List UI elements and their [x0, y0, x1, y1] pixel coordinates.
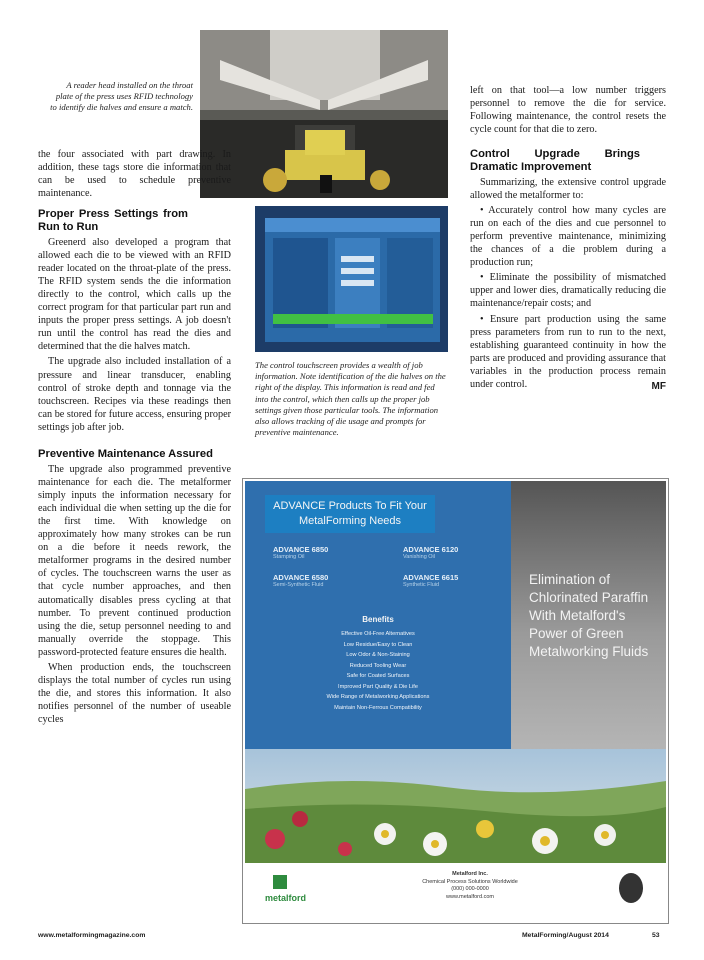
ad-title — [265, 495, 435, 533]
product-item — [403, 545, 458, 560]
product-item — [273, 545, 328, 560]
ad-landscape — [245, 749, 666, 863]
column-1 — [38, 148, 231, 728]
benefit-item: Effective Oil-Free Alternatives — [341, 631, 415, 637]
product-sub: Synthetic Fluid — [403, 582, 440, 588]
column-3 — [470, 84, 666, 393]
paragraph: The upgrade also programmed preventive maintenance for each die. The metalformer simply inputs the information necessary for each individual die when setting up the die for the first time. With knowledge on approximately how many strokes can be run on a die before it needs rework, the metalformer programs in the desired number of cycles. The touchscreen warns the user as that cycle number approaches, and then automatically disables press cycling at that number. To prevent continued production using the die, setup personnel needing to and manually override the stoppage. This password-protected feature ensures die health. — [38, 463, 231, 658]
contact-line: Metalford Inc. — [452, 871, 488, 877]
product-item — [273, 573, 328, 588]
contact-line: www.metalford.com — [446, 893, 494, 900]
benefit-item: Wide Range of Metalworking Applications — [326, 694, 430, 700]
contact-line: (000) 000-0000 — [451, 886, 489, 892]
paragraph: When production ends, the touchscreen displays the total number of cycles run using the die, and stores this information. It also notifies personnel of the number of useable cycles — [38, 661, 231, 726]
heading-control-upgrade: Control Upgrade Brings Dramatic Improvement — [470, 148, 640, 173]
page-number: 53 — [652, 932, 660, 939]
benefit-item: Maintain Non-Ferrous Compatibility — [334, 704, 422, 711]
footer-website: www.metalformingmagazine.com — [38, 932, 146, 939]
benefit-item: Safe for Coated Surfaces — [346, 673, 410, 679]
product-sub: Semi-Synthetic Fluid — [273, 582, 324, 588]
rfid-reader-illustration — [200, 30, 448, 198]
product-name: ADVANCE 6850 — [273, 545, 329, 554]
benefit-item: Reduced Tooling Wear — [349, 662, 407, 669]
product-item — [403, 573, 458, 588]
footer-issue: MetalForming/August 2014 — [522, 932, 609, 939]
benefit-item: Improved Part Quality & Die Life — [338, 683, 418, 690]
rfid-reader-photo — [200, 30, 448, 198]
paragraph: The upgrade also included installation of a pressure and linear transducer, enabling control of stroke depth and tonnage via the touchscreen. Recipes via these readings then can be stored for future access, ensuring proper settings job after job. — [38, 356, 231, 433]
heading-preventive-maintenance: Preventive Maintenance Assured — [38, 447, 213, 460]
bullet-item: • Eliminate the possibility of mismatched upper and lower dies, dramatically reducing die maintenance/repair costs; and — [470, 272, 666, 310]
product-name: ADVANCE 6580 — [273, 573, 329, 582]
col3-intro: left on that tool—a low number triggers personnel to remove the die for service. Following maintenance, the control resets the cycle count for that die to zero. — [470, 85, 666, 136]
ad-footer — [245, 865, 666, 921]
brand-name: metalford — [265, 893, 307, 903]
paragraph: Greenerd also developed a program that allowed each die to be viewed with an RFID reader located on the throat-plate of the press. The RFID system sends the die information directly to the control, which calls up the correct program for that particular part run and inputs the proper press settings. A job doesn't run until the control has read the dies and determined that the die halves match. — [38, 236, 231, 353]
touchscreen-photo — [255, 206, 448, 352]
product-sub: Stamping Oil — [273, 554, 305, 560]
seal-icon — [619, 873, 643, 903]
touchscreen-illustration — [255, 206, 448, 352]
bullet-item: • Accurately control how many cycles are run on each of the dies and cue personnel to perform preventive maintenance, minimizing the chances of a die problem during a production run; — [470, 204, 666, 269]
metalford-logo-icon — [273, 875, 287, 889]
ad-title-line2: MetalForming Needs — [298, 515, 402, 527]
touchscreen-caption: The control touchscreen provides a wealth of job information. Note identification of the die halves on the right of the display. This information is read and fed into the control, which then calls up the proper job settings given those particular tools. The information also allows tracking of die usage and prompts for preventive maintenance. — [255, 360, 446, 438]
end-mark: MF — [651, 381, 666, 393]
benefit-item: Low Odor & Non-Staining — [346, 652, 410, 658]
ad-title-line1: ADVANCE Products To Fit Your — [273, 500, 427, 512]
paragraph: Summarizing, the extensive control upgrade allowed the metalformer to: — [470, 176, 666, 201]
advertisement — [242, 478, 669, 924]
heading-press-settings: Proper Press Settings from Run to Run — [38, 208, 188, 233]
flowers-illustration — [245, 749, 666, 863]
col1-intro: the four associated with part drawing. In addition, these tags store die information that can be used to schedule preventive maintenance. — [38, 149, 231, 200]
ad-tagline: Elimination of Chlorinated Paraffin With Metalford's Power of Green Metalworking Fluids — [529, 572, 649, 659]
benefits-title: Benefits — [362, 615, 394, 624]
benefits-list — [245, 629, 511, 713]
product-sub: Vanishing Oil — [403, 554, 435, 560]
contact-block — [395, 871, 545, 901]
product-name: ADVANCE 6120 — [403, 545, 459, 554]
contact-line: Chemical Process Solutions Worldwide — [422, 878, 518, 885]
ad-products-panel — [245, 481, 511, 781]
bullet-item: • Ensure part production using the same press parameters from run to run to the next, establishing guaranteed continuity in how the parts are produced and providing assurance that variables in the production process remain under control. — [470, 313, 666, 390]
product-name: ADVANCE 6615 — [403, 573, 459, 582]
photo-caption: A reader head installed on the throat plate of the press uses RFID technology to identify die halves and ensure a match. — [50, 80, 193, 113]
benefit-item: Low Residue/Easy to Clean — [343, 641, 413, 648]
